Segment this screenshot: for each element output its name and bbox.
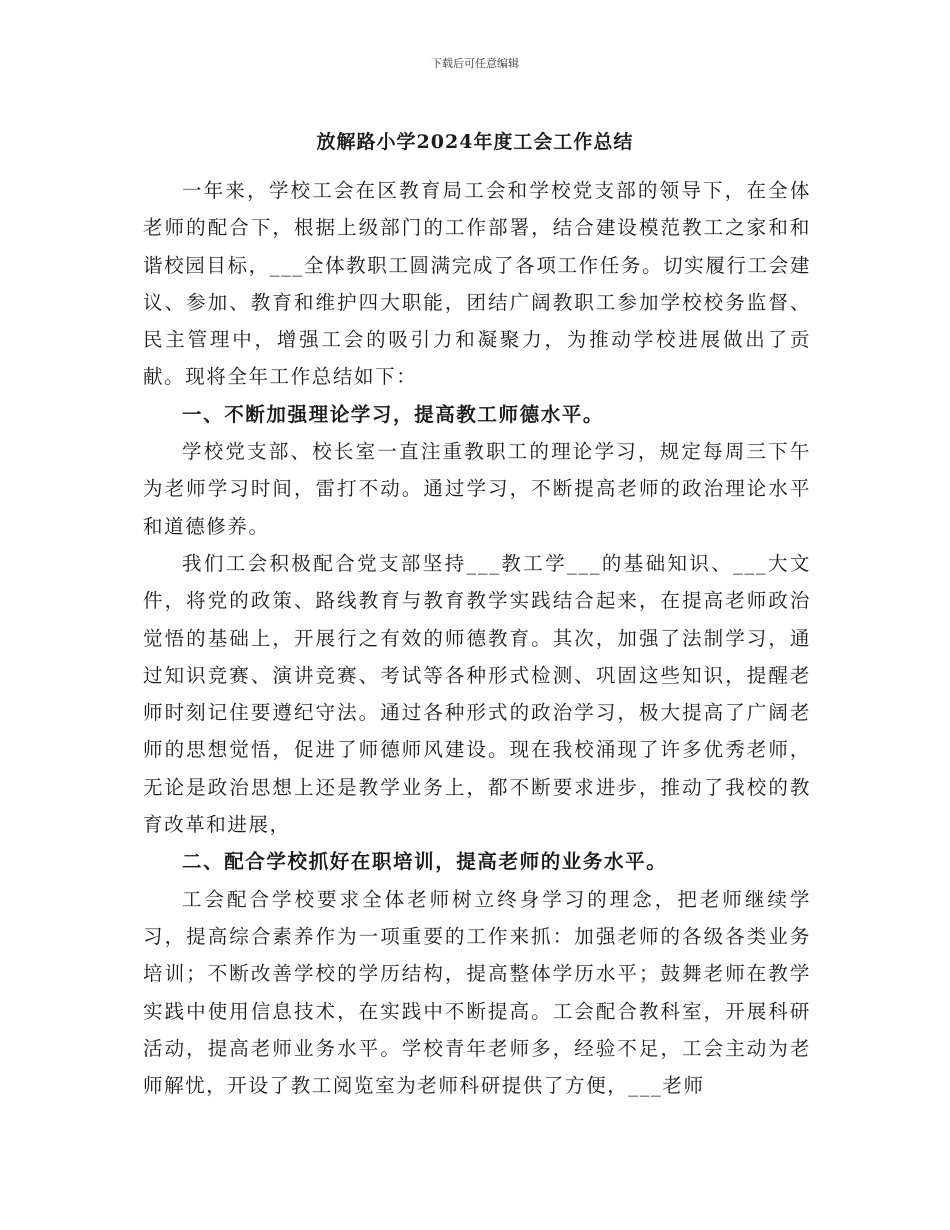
document-body bbox=[143, 172, 811, 1104]
header-note: 下载后可任意编辑 bbox=[431, 57, 519, 70]
section-heading-1: 一、不断加强理论学习，提高教工师德水平。 bbox=[182, 402, 605, 426]
paragraph: 工会配合学校要求全体老师树立终身学习的理念，把老师继续学习，提高综合素养作为一项重要的工作来抓：加强老师的各级各类业务培训；不断改善学校的学历结构，提高整体学历水平；鼓舞老师在教学实践中使用信息技术，在实践中不断提高。工会配合教科室，开展科研活动，提高老师业务水平。学校青年老师多，经验不足，工会主动为老师解忧，开设了教工阅览室为老师科研提供了方便，___老师 bbox=[143, 887, 811, 1098]
paragraph: 学校党支部、校长室一直注重教职工的理论学习，规定每周三下午为老师学习时间，雷打不动。通过学习，不断提高老师的政治理论水平和道德修养。 bbox=[143, 440, 811, 538]
section-heading-2: 二、配合学校抓好在职培训，提高老师的业务水平。 bbox=[182, 850, 668, 874]
paragraph: 我们工会积极配合党支部坚持___教工学___的基础知识、___大文件，将党的政策、路线教育与教育教学实践结合起来，在提高老师政治觉悟的基础上，开展行之有效的师德教育。其次，加强了法制学习，通过知识竞赛、演讲竞赛、考试等各种形式检测、巩固这些知识，提醒老师时刻记住要遵纪守法。通过各种形式的政治学习，极大提高了广阔老师的思想觉悟，促进了师德师风建设。现在我校涌现了许多优秀老师，无论是政治思想上还是教学业务上，都不断要求进步，推动了我校的教育改革和进展， bbox=[143, 551, 811, 837]
document-title: 放解路小学2024年度工会工作总结 bbox=[316, 131, 634, 153]
paragraph-intro: 一年来，学校工会在区教育局工会和学校党支部的领导下，在全体老师的配合下，根据上级部门的工作部署，结合建设模范教工之家和和谐校园目标，___全体教职工圆满完成了各项工作任务。切实履行工会建议、参加、教育和维护四大职能，团结广阔教职工参加学校校务监督、民主管理中，增强工会的吸引力和凝聚力，为推动学校进展做出了贡献。现将全年工作总结如下： bbox=[143, 179, 811, 389]
